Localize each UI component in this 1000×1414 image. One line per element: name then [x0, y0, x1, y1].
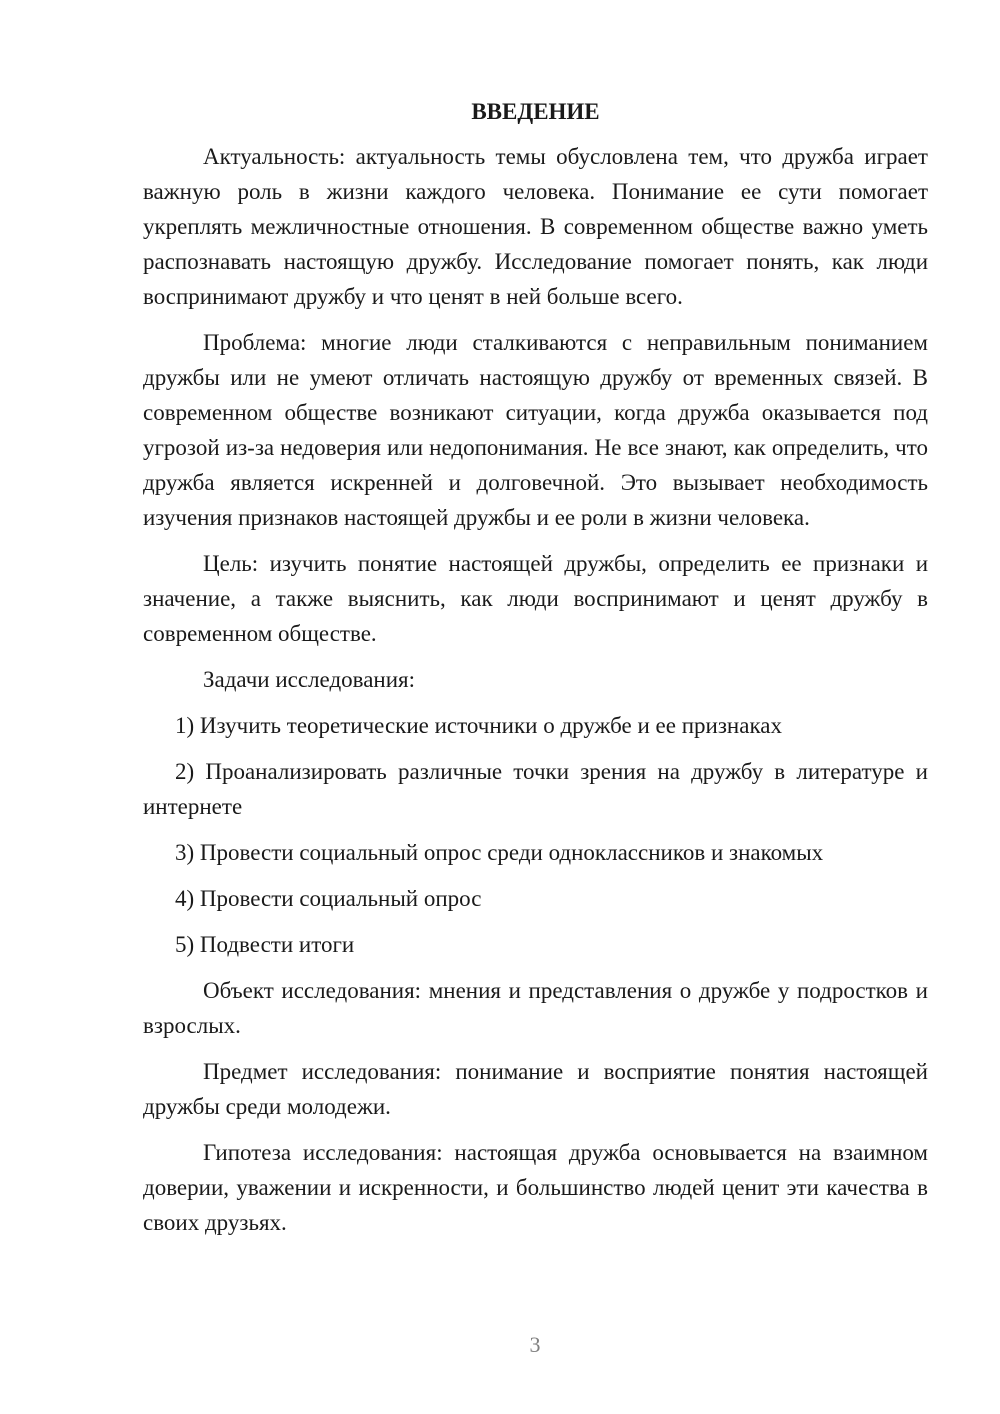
paragraph-object: Объект исследования: мнения и представления о дружбе у подростков и взрослых. — [143, 978, 928, 1038]
paragraph-goal: Цель: изучить понятие настоящей дружбы, определить ее признаки и значение, а также выяснить, как люди воспринимают и ценят дружбу в современном обществе. — [143, 551, 928, 646]
page-number: 3 — [529, 1332, 541, 1357]
task-item: 4) Провести социальный опрос — [175, 886, 482, 911]
page-content — [143, 94, 928, 1251]
task-item: 5) Подвести итоги — [175, 932, 355, 957]
paragraph-hypothesis: Гипотеза исследования: настоящая дружба основывается на взаимном доверии, уважении и искренности, и большинство людей ценит эти качества в своих друзьях. — [143, 1140, 928, 1235]
task-item: 1) Изучить теоретические источники о дружбе и ее признаках — [175, 713, 782, 738]
tasks-heading: Задачи исследования: — [203, 667, 416, 692]
paragraph-problem: Проблема: многие люди сталкиваются с неправильным пониманием дружбы или не умеют отличать настоящую дружбу от временных связей. В современном обществе возникают ситуации, когда дружба оказывается под угрозой из-за недоверия или недопонимания. Не все знают, как определить, что дружба является искренней и долговечной. Это вызывает необходимость изучения признаков настоящей дружбы и ее роли в жизни человека. — [143, 330, 928, 530]
paragraph-relevance: Актуальность: актуальность темы обусловлена тем, что дружба играет важную роль в жизни каждого человека. Понимание ее сути помогает укреплять межличностные отношения. В современном обществе важно уметь распознавать настоящую дружбу. Исследование помогает понять, как люди воспринимают дружбу и что ценят в ней больше всего. — [143, 144, 928, 309]
task-item: 2) Проанализировать различные точки зрения на дружбу в литературе и интернете — [143, 759, 928, 819]
page-title: ВВЕДЕНИЕ — [471, 99, 600, 124]
task-item: 3) Провести социальный опрос среди одноклассников и знакомых — [175, 840, 824, 865]
paragraph-subject: Предмет исследования: понимание и восприятие понятия настоящей дружбы среди молодежи. — [143, 1059, 928, 1119]
